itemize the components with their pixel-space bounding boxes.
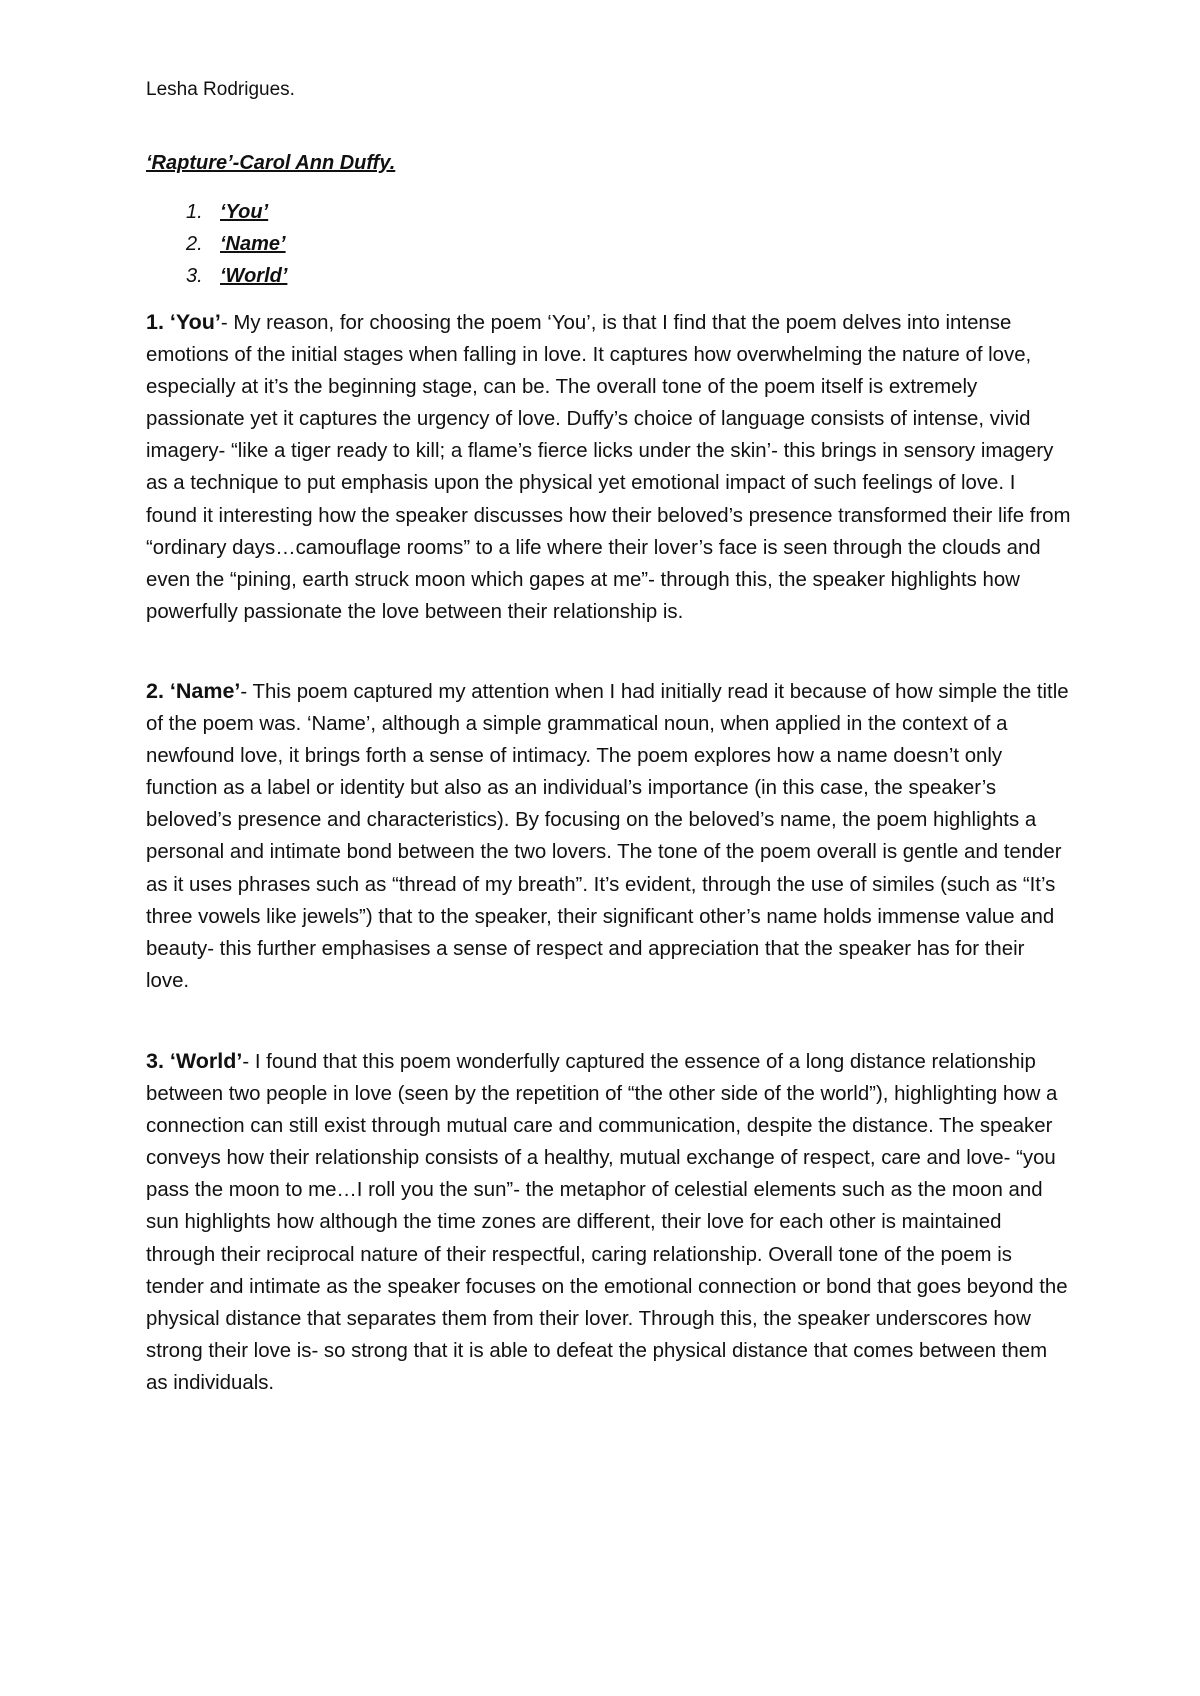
poem-list-number: 2. <box>186 233 203 255</box>
poem-list-item <box>146 260 287 292</box>
poem-list-item <box>146 196 287 228</box>
section-heading: 2. ‘Name’ <box>146 679 241 703</box>
poem-list-item <box>146 228 287 260</box>
poem-list-name: ‘World’ <box>220 265 288 287</box>
section-body: - My reason, for choosing the poem ‘You’, is that I find that the poem delves into intense emotions of the initial stages when falling in love. It captures how overwhelming the nature of love, especially at it’s the beginning stage, can be. The overall tone of the poem itself is extremely passionate yet it captures the urgency of love. Duffy’s choice of language consists of intense, vivid imagery- “like a tiger ready to kill; a flame’s fierce licks under the skin’- this brings in sensory imagery as a technique to put emphasis upon the physical yet emotional impact of such feelings of love. I found it interesting how the speaker discusses how their beloved’s presence transformed their life from “ordinary days…camouflage rooms” to a life where their lover’s face is seen through the clouds and even the “pining, earth struck moon which gapes at me”- through this, the speaker highlights how powerfully passionate the love between their relationship is. <box>146 312 1071 623</box>
poem-list-number: 3. <box>186 265 203 287</box>
section-world <box>146 1045 1072 1399</box>
poem-list <box>146 196 287 292</box>
section-name <box>146 675 1072 997</box>
section-body: - This poem captured my attention when I had initially read it because of how simple the title of the poem was. ‘Name’, although a simple grammatical noun, when applied in the context of a newfound love, it brings forth a sense of intimacy. The poem explores how a name doesn’t only function as a label or identity but also as an individual’s importance (in this case, the speaker’s beloved’s presence and characteristics). By focusing on the beloved’s name, the poem highlights a personal and intimate bond between the two lovers. The tone of the poem overall is gentle and tender as it uses phrases such as “thread of my breath”. It’s evident, through the use of similes (such as “It’s three vowels like jewels”) that to the speaker, their significant other’s name holds immense value and beauty- this further emphasises a sense of respect and appreciation that the speaker has for their love. <box>146 681 1069 992</box>
author-name: Lesha Rodrigues. <box>146 79 295 100</box>
poem-list-number: 1. <box>186 201 203 223</box>
section-body: - I found that this poem wonderfully captured the essence of a long distance relationship between two people in love (seen by the repetition of “the other side of the world”), highlighting how a connection can still exist through mutual care and communication, despite the distance. The speaker conveys how their relationship consists of a healthy, mutual exchange of respect, care and love- “you pass the moon to me…I roll you the sun”- the metaphor of celestial elements such as the moon and sun highlights how although the time zones are different, their love for each other is maintained through their reciprocal nature of their respectful, caring relationship. Overall tone of the poem is tender and intimate as the speaker focuses on the emotional connection or bond that goes beyond the physical distance that separates them from their lover. Through this, the speaker underscores how strong their love is- so strong that it is able to defeat the physical distance that comes between them as individuals. <box>146 1051 1068 1394</box>
poem-list-name: ‘You’ <box>220 201 269 223</box>
poem-list-name: ‘Name’ <box>220 233 286 255</box>
section-you <box>146 306 1072 628</box>
section-heading: 1. ‘You’ <box>146 310 221 334</box>
section-heading: 3. ‘World’ <box>146 1049 243 1073</box>
document-title: ‘Rapture’-Carol Ann Duffy. <box>146 152 396 174</box>
